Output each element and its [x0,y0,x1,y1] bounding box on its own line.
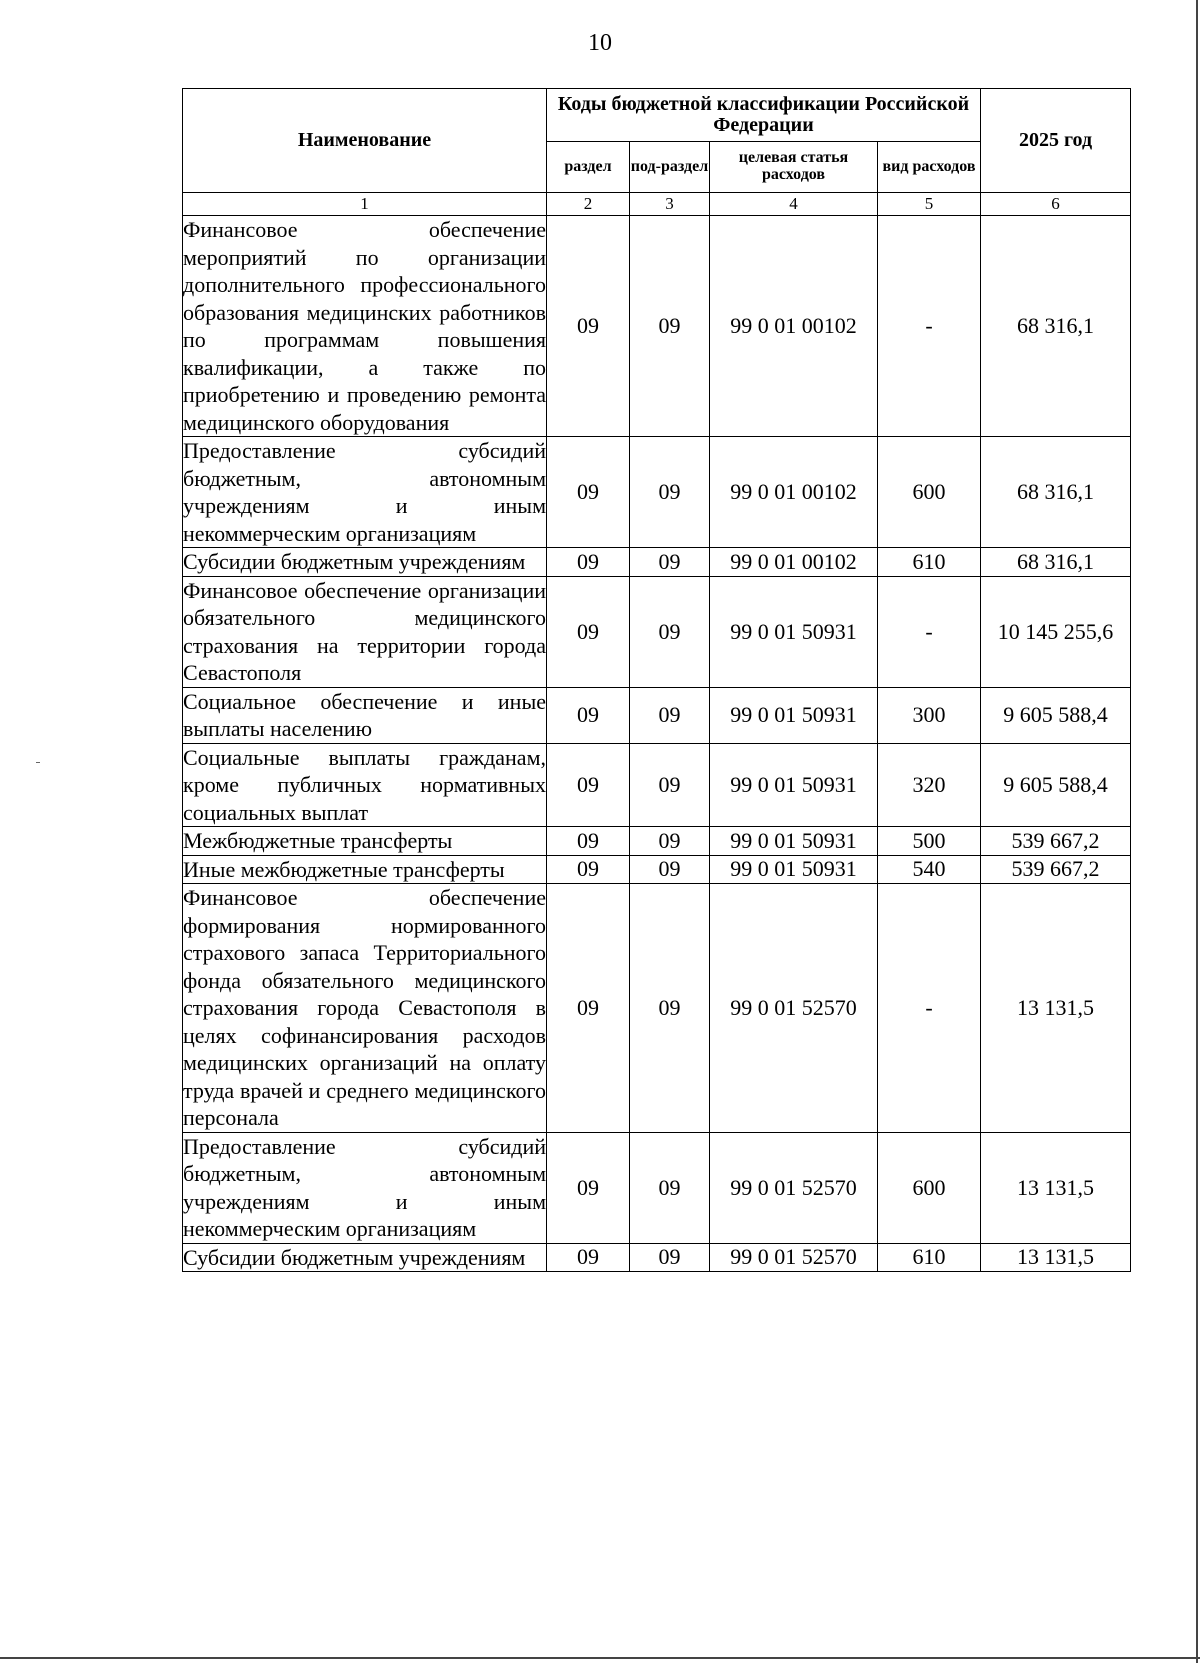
row-value: 9 605 588,4 [981,743,1131,827]
row-value: 13 131,5 [981,1132,1131,1243]
header-name: Наименование [183,89,547,193]
page-number: 10 [588,30,612,56]
row-value: 10 145 255,6 [981,576,1131,687]
row-value: 68 316,1 [981,216,1131,437]
row-celevaya: 99 0 01 00102 [710,437,878,548]
row-podrazdel: 09 [630,437,710,548]
row-razdel: 09 [547,576,630,687]
column-number: 6 [981,193,1131,216]
row-celevaya: 99 0 01 50931 [710,855,878,884]
table-row [183,216,1131,437]
row-podrazdel: 09 [630,216,710,437]
row-value: 13 131,5 [981,884,1131,1133]
table-row [183,884,1131,1133]
row-podrazdel: 09 [630,884,710,1133]
table-row [183,855,1131,884]
row-name: Субсидии бюджетным учреждениям [183,1243,547,1272]
row-celevaya: 99 0 01 50931 [710,687,878,743]
column-number: 1 [183,193,547,216]
row-name: Финансовое обеспечение организации обязательного медицинского страхования на территории города Севастополя [183,577,546,685]
row-value: 9 605 588,4 [981,687,1131,743]
scan-right-edge [1196,0,1198,1663]
row-razdel: 09 [547,827,630,856]
row-vid: - [878,576,981,687]
table-row [183,548,1131,577]
row-celevaya: 99 0 01 52570 [710,884,878,1133]
row-razdel: 09 [547,548,630,577]
row-vid: 300 [878,687,981,743]
row-razdel: 09 [547,437,630,548]
header-podrazdel: под-раздел [630,142,710,193]
row-vid: - [878,884,981,1133]
table-row [183,743,1131,827]
row-razdel: 09 [547,743,630,827]
row-razdel: 09 [547,884,630,1133]
row-vid: 610 [878,1243,981,1272]
row-podrazdel: 09 [630,1243,710,1272]
row-celevaya: 99 0 01 52570 [710,1243,878,1272]
row-vid: 500 [878,827,981,856]
table-row [183,576,1131,687]
table-row [183,437,1131,548]
table-row [183,1243,1131,1272]
row-name: Субсидии бюджетным учреждениям [183,548,547,577]
table-row [183,827,1131,856]
row-value: 539 667,2 [981,827,1131,856]
row-vid: 320 [878,743,981,827]
row-value: 68 316,1 [981,437,1131,548]
column-number: 5 [878,193,981,216]
row-value: 539 667,2 [981,855,1131,884]
row-celevaya: 99 0 01 00102 [710,548,878,577]
scan-margin-mark [36,762,40,763]
header-razdel: раздел [547,142,630,193]
row-name: Межбюджетные трансферты [183,827,547,856]
row-razdel: 09 [547,1132,630,1243]
row-podrazdel: 09 [630,548,710,577]
row-vid: 540 [878,855,981,884]
row-name: Финансовое обеспечение формирования нормированного страхового запаса Территориального фонда обязательного медицинского страхования города Севастополя в целях софинансирования расходов медицинских организаций на оплату труда врачей и среднего медицинского персонала [183,885,546,1130]
row-value: 13 131,5 [981,1243,1131,1272]
row-celevaya: 99 0 01 50931 [710,743,878,827]
scan-bottom-edge [0,1657,1200,1659]
table-row [183,687,1131,743]
header-celevaya: целевая статья расходов [710,142,878,193]
row-name: Финансовое обеспечение мероприятий по организации дополнительного профессионального образования медицинских работников по программам повышения квалификации, а также по приобретению и проведению ремонта медицинского оборудования [183,217,546,435]
row-name: Иные межбюджетные трансферты [183,855,547,884]
row-razdel: 09 [547,1243,630,1272]
row-name: Социальные выплаты гражданам, кроме публичных нормативных социальных выплат [183,744,546,825]
row-razdel: 09 [547,855,630,884]
row-vid: 610 [878,548,981,577]
row-razdel: 09 [547,216,630,437]
row-name: Предоставление субсидий бюджетным, автономным учреждениям и иным некоммерческим организациям [183,438,546,546]
row-vid: 600 [878,437,981,548]
row-podrazdel: 09 [630,687,710,743]
row-podrazdel: 09 [630,827,710,856]
column-number: 2 [547,193,630,216]
row-name: Предоставление субсидий бюджетным, автономным учреждениям и иным некоммерческим организациям [183,1133,546,1241]
row-name: Социальное обеспечение и иные выплаты населению [183,688,546,741]
column-number: 4 [710,193,878,216]
row-celevaya: 99 0 01 52570 [710,1132,878,1243]
row-podrazdel: 09 [630,743,710,827]
header-codes-title: Коды бюджетной классификации Российской Федерации [547,89,981,142]
table-row [183,1132,1131,1243]
budget-table [182,88,1131,1272]
row-podrazdel: 09 [630,1132,710,1243]
row-celevaya: 99 0 01 50931 [710,576,878,687]
row-value: 68 316,1 [981,548,1131,577]
row-podrazdel: 09 [630,855,710,884]
row-razdel: 09 [547,687,630,743]
row-vid: 600 [878,1132,981,1243]
column-number: 3 [630,193,710,216]
row-celevaya: 99 0 01 50931 [710,827,878,856]
row-podrazdel: 09 [630,576,710,687]
row-vid: - [878,216,981,437]
row-celevaya: 99 0 01 00102 [710,216,878,437]
header-vid: вид расходов [878,142,981,193]
header-year: 2025 год [981,89,1131,193]
